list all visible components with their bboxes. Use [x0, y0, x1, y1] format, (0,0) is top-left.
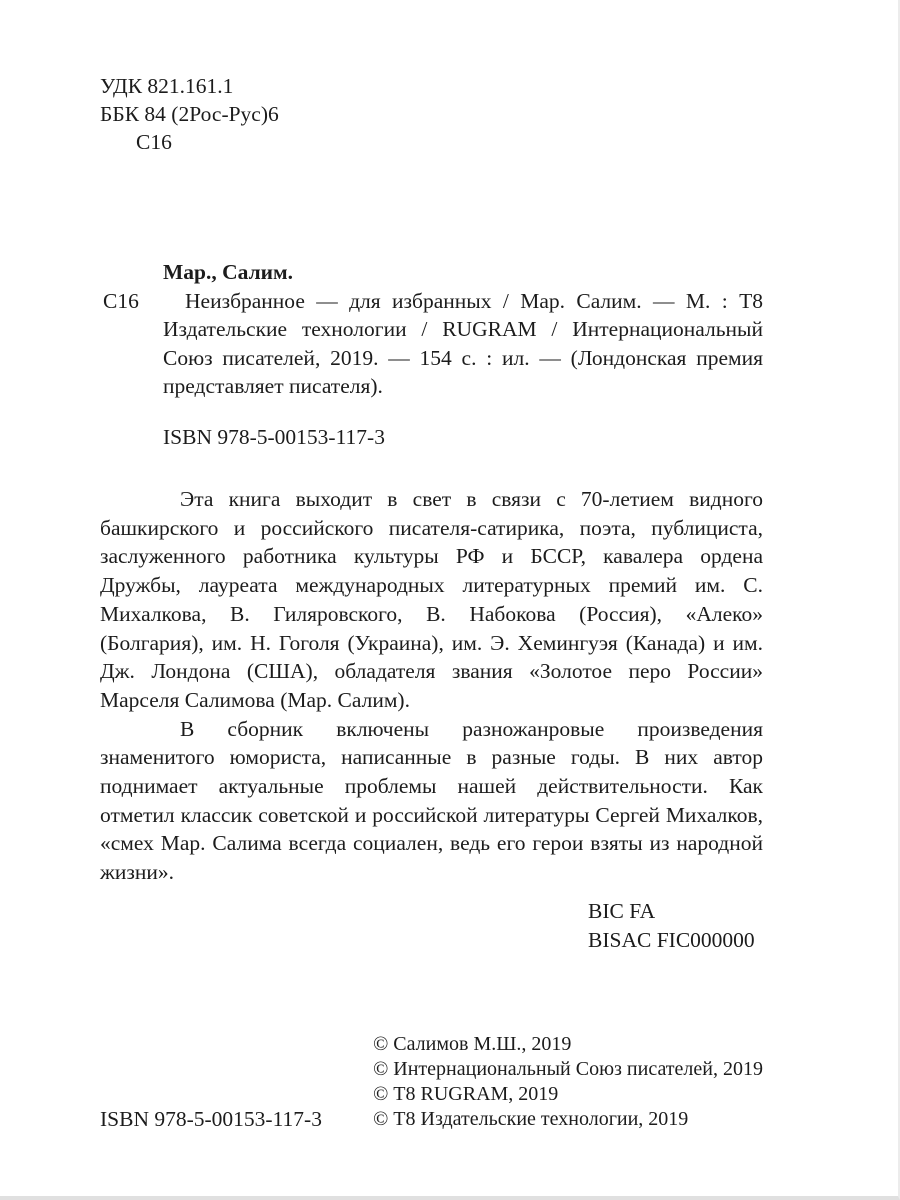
bibliographic-description: Неизбранное — для избранных / Мар. Салим. — М. : Т8 Издательские технологии / RUGRAM / Интернациональный Союз писателей, 2019. — 154 с. : ил. — (Лондонская премия представляет писателя).	[163, 288, 763, 398]
annotation-paragraph-2: В сборник включены разножанровые произведения знаменитого юмориста, написанные в разные годы. В них автор поднимает актуальные проблемы нашей действительности. Как отметил классик советской и российской литературы Сергей Михалков, «смех Мар. Салима всегда социален, ведь его герои взяты из народной жизни».	[100, 716, 763, 885]
annotation-paragraph-1: Эта книга выходит в свет в связи с 70-летием видного башкирского и российского писателя-сатирика, поэта, публициста, заслуженного работника культуры РФ и БССР, кавалера ордена Дружбы, лауреата международных литературных премий им. С. Михалкова, В. Гиляровского, В. Набокова (Россия), «Алеко» (Болгария), им. Н. Гоголя (Украина), им. Э. Хемингуэя (Канада) и им. Дж. Лондона (США), обладателя звания «Золотое перо России» Марселя Салимова (Мар. Салим).	[100, 487, 763, 712]
isbn-top: ISBN 978-5-00153-117-3	[163, 424, 385, 449]
udk-code: УДК 821.161.1	[100, 74, 234, 98]
copyright-line: © Салимов М.Ш., 2019	[373, 1033, 572, 1055]
copyright-block	[373, 1032, 763, 1132]
annotation	[100, 485, 763, 887]
footer	[100, 1032, 763, 1132]
isbn-bottom: ISBN 978-5-00153-117-3	[100, 1107, 322, 1131]
subject-codes	[588, 897, 763, 954]
copyright-line: © Т8 Издательские технологии, 2019	[373, 1108, 689, 1130]
author-heading: Мар., Салим.	[163, 260, 294, 284]
bibliographic-row	[103, 287, 763, 401]
bic-code: BIC FA	[588, 898, 656, 923]
bbk-code: ББК 84 (2Рос-Рус)6	[100, 102, 279, 126]
copyright-line: © Интернациональный Союз писателей, 2019	[373, 1058, 763, 1080]
bisac-code: BISAC FIC000000	[588, 927, 755, 952]
author-sign-code: С16	[136, 130, 172, 154]
classification-block	[100, 72, 763, 156]
bibliographic-record	[103, 258, 763, 451]
copyright-line: © Т8 RUGRAM, 2019	[373, 1083, 559, 1105]
margin-author-sign: С16	[103, 288, 139, 313]
